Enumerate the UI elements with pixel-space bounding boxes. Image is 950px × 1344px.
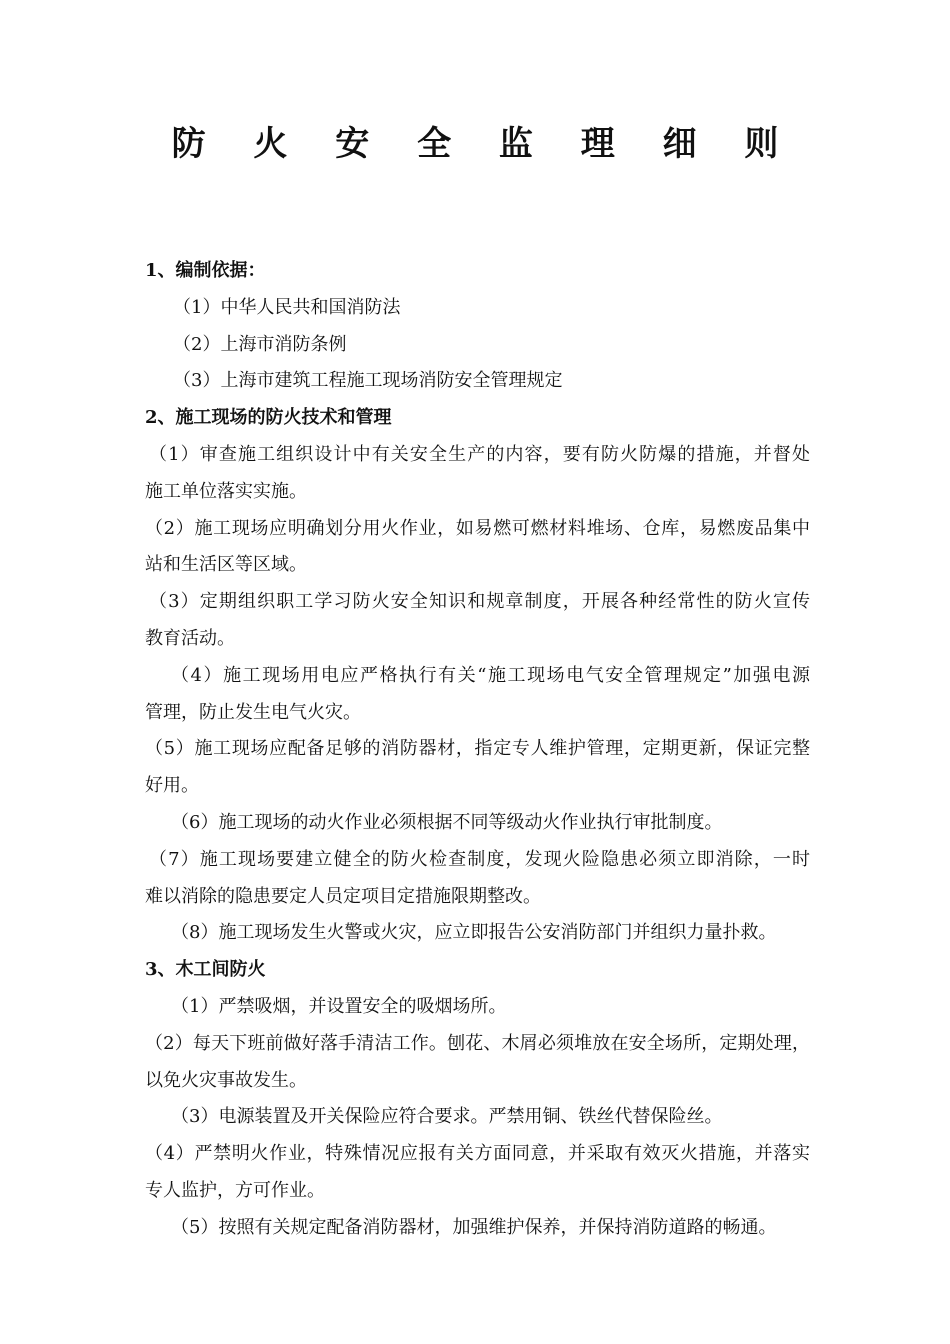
paragraph-line: （2）每天下班前做好落手清洁工作。刨花、木屑必须堆放在安全场所，定期处理， [145, 1032, 810, 1054]
paragraph-line: 管理，防止发生电气火灾。 [145, 701, 361, 723]
list-item: （3）上海市建筑工程施工现场消防安全管理规定 [173, 370, 563, 392]
section-heading-1: 1、编制依据： [145, 260, 266, 281]
paragraph-line: 以免火灾事故发生。 [145, 1069, 307, 1091]
list-item: （2）上海市消防条例 [173, 333, 347, 355]
paragraph-line: 站和生活区等区域。 [145, 554, 307, 576]
paragraph-line: （2）施工现场应明确划分用火作业，如易燃可燃材料堆场、仓库，易燃废品集中 [145, 517, 810, 539]
paragraph-line: 好用。 [145, 775, 199, 797]
paragraph-line: （5）按照有关规定配备消防器材，加强维护保养，并保持消防道路的畅通。 [171, 1216, 777, 1238]
list-item: （1）中华人民共和国消防法 [173, 296, 401, 318]
paragraph-line: （5）施工现场应配备足够的消防器材，指定专人维护管理，定期更新，保证完整 [145, 738, 810, 760]
paragraph-line: （8）施工现场发生火警或火灾，应立即报告公安消防部门并组织力量扑救。 [171, 922, 777, 944]
paragraph-line: （4）施工现场用电应严格执行有关“施工现场电气安全管理规定”加强电源 [171, 664, 810, 686]
section-heading-2: 2、施工现场的防火技术和管理 [145, 407, 392, 429]
paragraph-line: 教育活动。 [145, 627, 235, 649]
document-body [145, 253, 810, 1247]
paragraph-line: （1）审查施工组织设计中有关安全生产的内容，要有防火防爆的措施，并督处 [149, 443, 810, 465]
paragraph-line: 专人监护，方可作业。 [145, 1179, 325, 1201]
paragraph-line: （3）定期组织职工学习防火安全知识和规章制度，开展各种经常性的防火宣传 [149, 591, 810, 613]
section-heading-3: 3、木工间防火 [145, 959, 266, 981]
paragraph-line: （7）施工现场要建立健全的防火检查制度，发现火险隐患必须立即消除，一时 [149, 848, 810, 870]
page-title: 防 火 安 全 监 理 细 则 [171, 124, 797, 164]
paragraph-line: （3）电源装置及开关保险应符合要求。严禁用铜、铁丝代替保险丝。 [171, 1106, 723, 1128]
paragraph-line: 施工单位落实实施。 [145, 480, 307, 502]
paragraph-line: （1）严禁吸烟，并设置安全的吸烟场所。 [171, 995, 507, 1017]
paragraph-line: 难以消除的隐患要定人员定项目定措施限期整改。 [145, 885, 541, 907]
paragraph-line: （6）施工现场的动火作业必须根据不同等级动火作业执行审批制度。 [171, 811, 723, 833]
paragraph-line: （4）严禁明火作业，特殊情况应报有关方面同意，并采取有效灭火措施，并落实 [145, 1143, 810, 1165]
